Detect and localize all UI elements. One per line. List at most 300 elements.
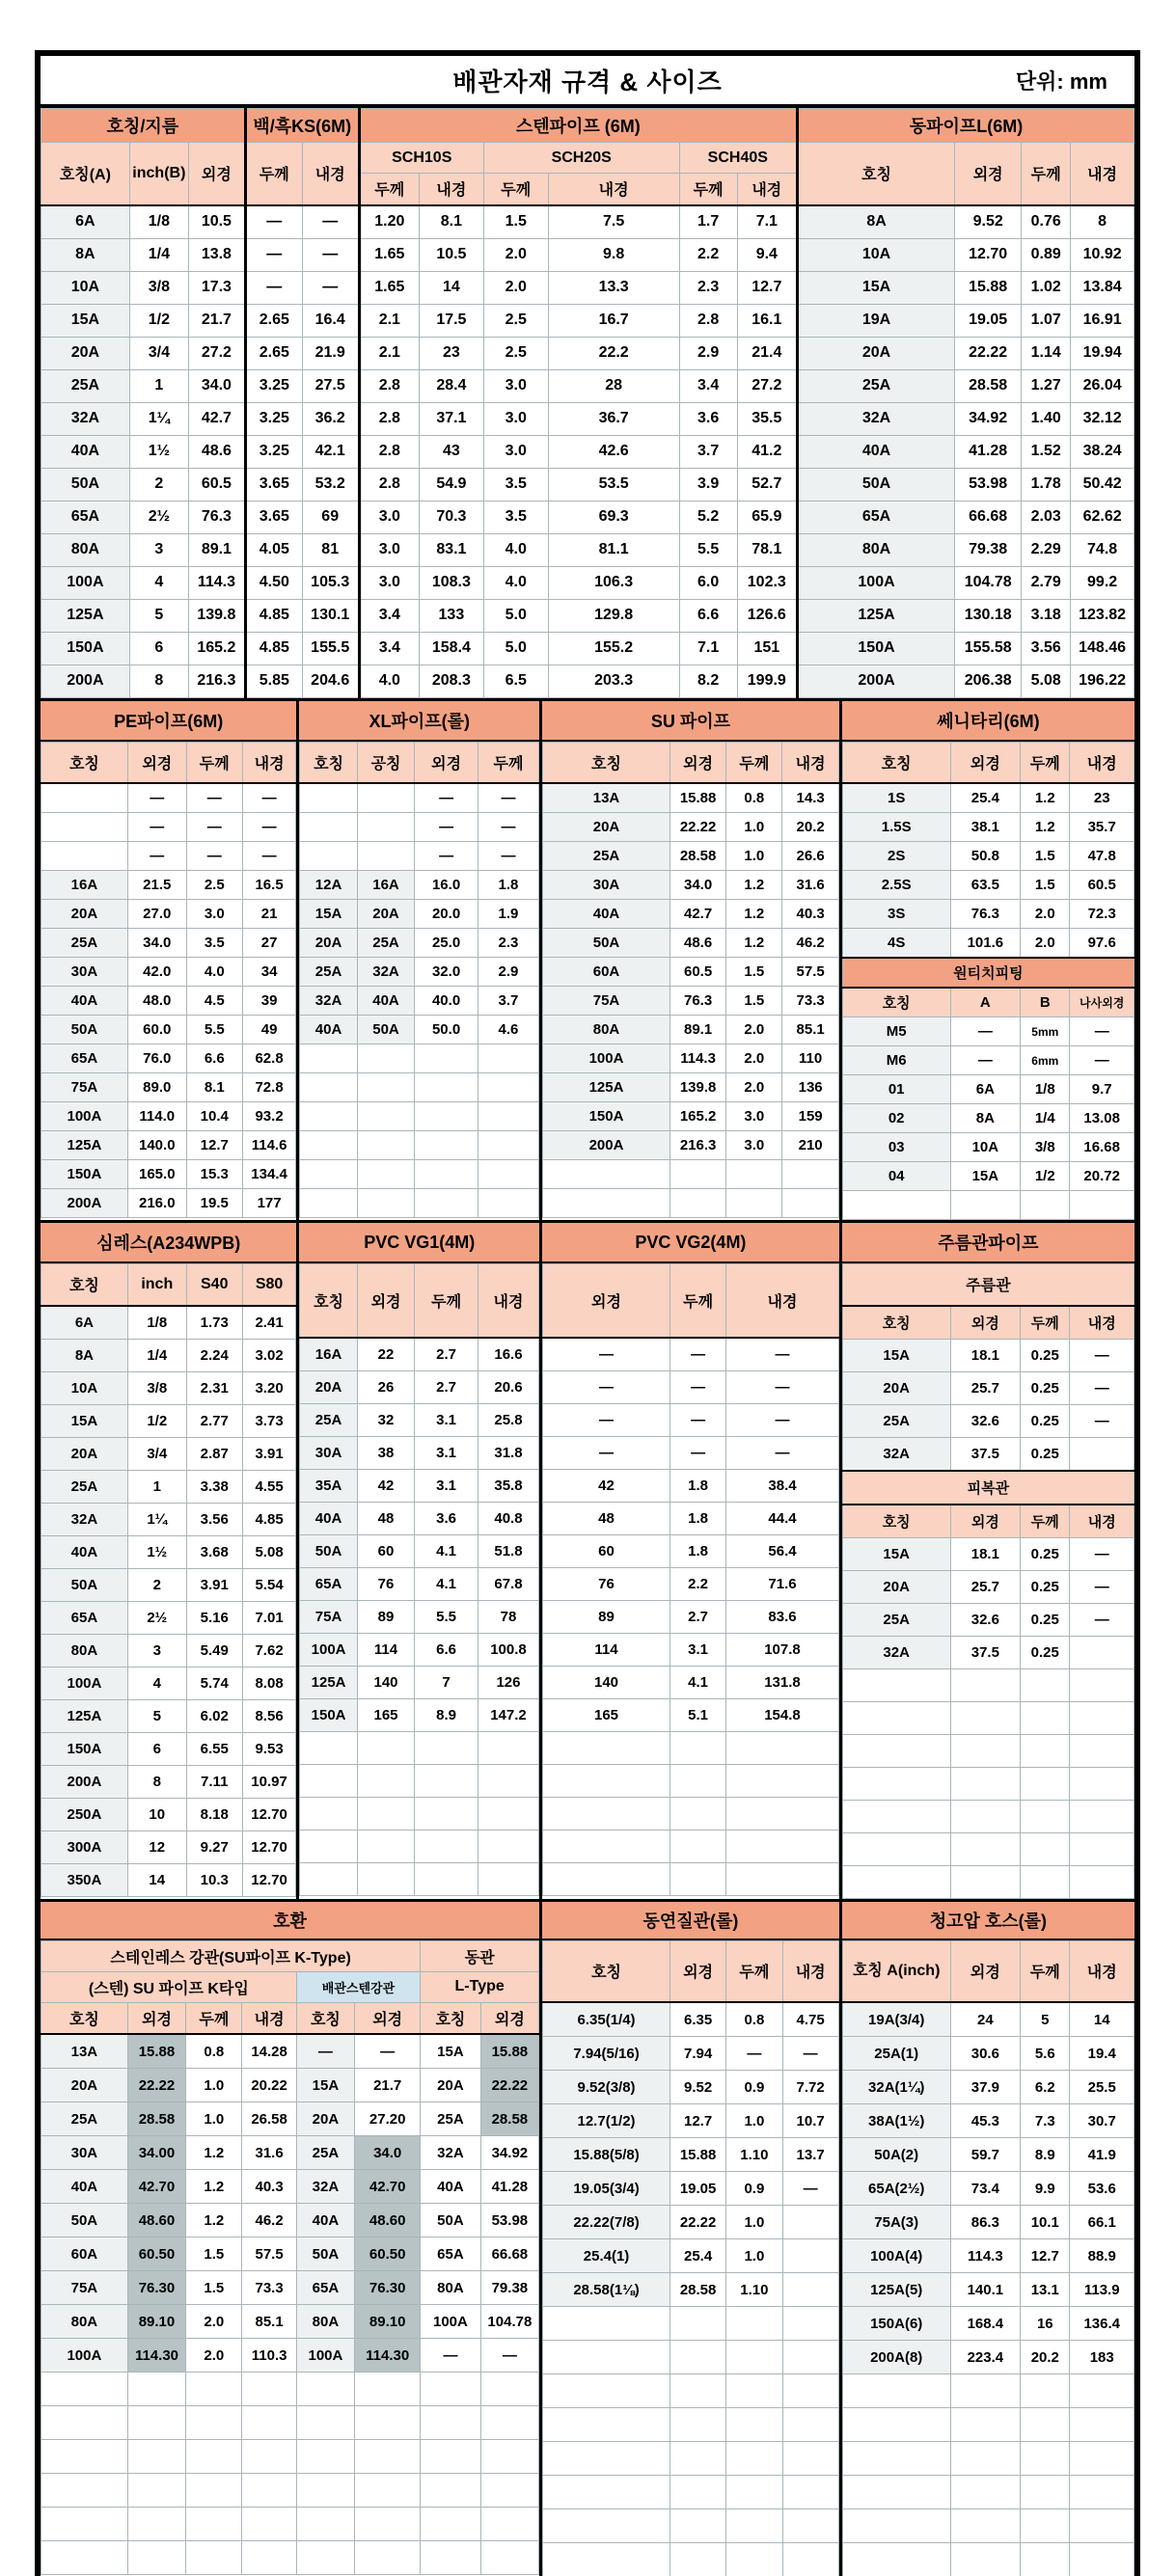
compat-sub-ltype: L-Type (421, 1971, 539, 2002)
cell: 15.88 (480, 2034, 538, 2069)
col-sch20s: SCH20S (483, 143, 679, 174)
cell: 40A (41, 2170, 128, 2204)
cell: 50A(2) (842, 2138, 950, 2172)
cell (726, 2307, 782, 2341)
cell: 130.18 (955, 599, 1022, 632)
cell: 1.02 (1022, 271, 1071, 304)
table-row (842, 2172, 1134, 2206)
cell: 80A (797, 533, 954, 566)
table-row (842, 1537, 1134, 1570)
table-row (300, 1731, 539, 1764)
cell: 2.1 (359, 304, 419, 337)
pvc-vg2-title: PVC VG2(4M) (542, 1223, 839, 1263)
cell: 139.8 (188, 599, 245, 632)
cell: 2.8 (359, 369, 419, 402)
cell: 70.3 (419, 501, 483, 533)
table-row (842, 1668, 1134, 1701)
cell: 66.1 (1070, 2206, 1134, 2239)
cell (950, 1191, 1021, 1220)
cell: 22.22 (669, 2206, 725, 2239)
cell: 150A (797, 632, 954, 664)
cell: 15.88 (127, 2034, 185, 2069)
table-row (41, 2034, 539, 2069)
cell: 8A (41, 1339, 128, 1371)
cell (421, 2508, 480, 2541)
cell: 22 (357, 1338, 414, 1371)
table-row (300, 842, 539, 871)
table-row (41, 1044, 296, 1073)
cell: 2.0 (726, 1016, 782, 1044)
cell: 1.78 (1022, 468, 1071, 501)
cell: 25A (357, 929, 414, 958)
cell: 1.5 (726, 987, 782, 1016)
cell: 86.3 (950, 2206, 1021, 2239)
table-row (41, 501, 1134, 533)
cell: 3.18 (1022, 599, 1071, 632)
cell: 21 (242, 900, 296, 929)
xl-pipe-title: XL파이프(롤) (299, 701, 539, 742)
cell: — (1070, 1017, 1134, 1046)
cell: 76.0 (127, 1044, 186, 1073)
cell: 2.79 (1022, 566, 1071, 599)
cell (355, 2406, 421, 2440)
cell: 13.08 (1070, 1104, 1134, 1133)
cell: — (302, 205, 359, 239)
cell: 3.1 (669, 1633, 725, 1666)
cell: 130.1 (302, 599, 359, 632)
cell (543, 1189, 670, 1218)
cell: 32.0 (415, 958, 478, 987)
ho-col-hoching: 호칭 (41, 2002, 128, 2034)
xl-col-thick: 두께 (478, 742, 538, 783)
cell: 32.12 (1071, 402, 1134, 435)
cell: 3.6 (679, 402, 737, 435)
hose-block (839, 1902, 1134, 2576)
cell: 2.65 (245, 304, 302, 337)
cell: 1/2 (1021, 1162, 1070, 1191)
cell (726, 1797, 839, 1830)
cell (357, 1862, 414, 1895)
cell: 200A (543, 1131, 670, 1160)
cell: 75A (41, 2271, 128, 2305)
table-row (543, 2442, 839, 2476)
cell: 42.0 (127, 958, 186, 987)
cell: 6.6 (679, 599, 737, 632)
sani-col-od: 외경 (950, 742, 1021, 783)
cell: 183 (1070, 2341, 1134, 2374)
cell (415, 1764, 478, 1797)
cell (478, 1073, 538, 1102)
cell: 4.55 (242, 1470, 296, 1503)
sani-col-thick: 두께 (1021, 742, 1070, 783)
table-row (41, 987, 296, 1016)
cell: 1.07 (1022, 304, 1071, 337)
table-row (41, 1102, 296, 1131)
seam-col-s80: S80 (242, 1264, 296, 1306)
cell: 37.5 (950, 1636, 1021, 1668)
cell (421, 2406, 480, 2440)
table-row (41, 1131, 296, 1160)
cell (726, 2543, 782, 2576)
cell: 2½ (129, 501, 188, 533)
cell (1021, 2476, 1070, 2509)
cell: 5 (127, 1699, 186, 1732)
cell (1070, 2509, 1134, 2543)
cell: 73.3 (782, 987, 838, 1016)
cell: 6.5 (483, 664, 548, 697)
cell: 80A (543, 1016, 670, 1044)
table-row (41, 2541, 539, 2575)
cell: 28.58 (669, 2273, 725, 2307)
cell (950, 1800, 1021, 1832)
cell (1070, 1437, 1134, 1471)
cell: 3.25 (245, 435, 302, 468)
table-row (543, 2543, 839, 2576)
cell (1070, 1800, 1134, 1832)
cell: 26 (357, 1370, 414, 1403)
cell: 60.0 (127, 1016, 186, 1044)
cell: 17.5 (419, 304, 483, 337)
pvc-vg1-title: PVC VG1(4M) (299, 1223, 539, 1263)
cell: 21.9 (302, 337, 359, 369)
cell (950, 1832, 1021, 1865)
cell: 26.6 (782, 842, 838, 871)
corrugated-body (842, 1306, 1134, 1899)
cell: 9.53 (242, 1732, 296, 1765)
table-row (300, 1567, 539, 1600)
cell: 19.05 (669, 2172, 725, 2206)
cell: 100A (421, 2305, 480, 2339)
cell: 7.1 (679, 632, 737, 664)
cell: 2.0 (1021, 900, 1070, 929)
cell: 1/8 (127, 1306, 186, 1340)
table-row (842, 1046, 1134, 1075)
cell (543, 2374, 670, 2408)
table-row (842, 2408, 1134, 2442)
table-row (842, 2442, 1134, 2476)
cell: 3.0 (359, 566, 419, 599)
cell: 2.0 (726, 1073, 782, 1102)
cell: 19.05(3/4) (543, 2172, 670, 2206)
table-row (41, 2440, 539, 2474)
cell (669, 2442, 725, 2476)
cell: 125A(5) (842, 2273, 950, 2307)
cell: 0.25 (1021, 1371, 1070, 1404)
cell: 28.58(1⅛) (543, 2273, 670, 2307)
cell: 151 (737, 632, 797, 664)
cell (41, 842, 128, 871)
cell: 13.8 (188, 238, 245, 271)
cell (1021, 1668, 1070, 1701)
cell: 7.01 (242, 1601, 296, 1634)
cell: 5.74 (186, 1667, 242, 1699)
table-row (543, 2206, 839, 2239)
cell: 1.9 (478, 900, 538, 929)
cell: 30.6 (950, 2037, 1021, 2071)
cell: 7.11 (186, 1765, 242, 1798)
cell: 114.30 (127, 2339, 185, 2373)
cell: 5.5 (415, 1600, 478, 1633)
table-row (543, 2239, 839, 2273)
cell: 48 (543, 1502, 670, 1534)
cell: 6.2 (1021, 2071, 1070, 2104)
cell: 20.2 (782, 813, 838, 842)
cell (726, 2476, 782, 2509)
cell: 43 (419, 435, 483, 468)
cell: 2.3 (679, 271, 737, 304)
xl-body (300, 783, 539, 1218)
seam-col-inch: inch (127, 1264, 186, 1306)
cell (669, 2476, 725, 2509)
cell: 100A (41, 1667, 128, 1699)
cell (357, 813, 414, 842)
ho-col-hoching2: 호칭 (296, 2002, 354, 2034)
cell: 69.3 (548, 501, 679, 533)
cell: 50.42 (1071, 468, 1134, 501)
ho-col-id: 내경 (242, 2002, 296, 2034)
table-row (41, 2170, 539, 2204)
cell: 25A (296, 2136, 354, 2170)
cell: 49 (242, 1016, 296, 1044)
cell (669, 2341, 725, 2374)
cell: 105.3 (302, 566, 359, 599)
cell: — (415, 813, 478, 842)
table-row (300, 1436, 539, 1469)
cell: — (1070, 1046, 1134, 1075)
cell: 38.24 (1071, 435, 1134, 468)
cell: — (669, 1370, 725, 1403)
cell (300, 1073, 357, 1102)
cell (950, 2509, 1021, 2543)
table-row (543, 1160, 839, 1189)
cell: 20A (842, 1570, 950, 1603)
cell: — (543, 1436, 670, 1469)
cell: 3.38 (186, 1470, 242, 1503)
cell: 2.0 (726, 1044, 782, 1073)
cell: 42 (543, 1469, 670, 1502)
cell: 40A (296, 2204, 354, 2237)
cell: 3.4 (679, 369, 737, 402)
cell: 19.4 (1070, 2037, 1134, 2071)
cell: 5 (129, 599, 188, 632)
page-title: 배관자재 규격 & 사이즈 (452, 67, 723, 96)
cell: 20A (797, 337, 954, 369)
cell: 25A (41, 929, 128, 958)
cell: 41.9 (1070, 2138, 1134, 2172)
cell: 2.7 (415, 1370, 478, 1403)
table-row (41, 2069, 539, 2102)
table-row (842, 958, 1134, 988)
cell: 60.5 (669, 958, 725, 987)
table-row (41, 1634, 296, 1667)
cell (300, 1764, 357, 1797)
seamless-title: 심레스(A234WPB) (41, 1223, 296, 1263)
cell: 5.49 (186, 1634, 242, 1667)
table-row (41, 813, 296, 842)
cell: 80A (41, 2305, 128, 2339)
cell: 3.02 (242, 1339, 296, 1371)
cell: 40.8 (478, 1502, 538, 1534)
table-row (41, 1503, 296, 1535)
table-row (842, 1701, 1134, 1734)
cell: — (186, 813, 242, 842)
cell: 2.8 (359, 435, 419, 468)
seamless-block (41, 1223, 296, 1899)
cell: 1.8 (669, 1502, 725, 1534)
cell: 60 (357, 1534, 414, 1567)
cell (1070, 2543, 1134, 2576)
cell: 1.0 (726, 842, 782, 871)
table-row (300, 1797, 539, 1830)
col-od: 외경 (188, 143, 245, 205)
table-row (41, 1016, 296, 1044)
cell: 114 (543, 1633, 670, 1666)
col-sch40s: SCH40S (679, 143, 797, 174)
cell: M6 (842, 1046, 950, 1075)
cell (1021, 2509, 1070, 2543)
cell (782, 1160, 838, 1189)
cell: 37.1 (419, 402, 483, 435)
cell: 31.6 (242, 2136, 296, 2170)
cell: 56.4 (726, 1534, 839, 1567)
table-row (543, 2476, 839, 2509)
cell (842, 1832, 950, 1865)
cell: 150A (41, 1732, 128, 1765)
cell: 159 (782, 1102, 838, 1131)
cell: 42.70 (355, 2170, 421, 2204)
cell: 35A (300, 1469, 357, 1502)
cell: 165.0 (127, 1160, 186, 1189)
cell: 32A (842, 1636, 950, 1668)
cell: 32.6 (950, 1603, 1021, 1636)
table-row (41, 205, 1134, 239)
cell: 42 (357, 1469, 414, 1502)
table-row (300, 1370, 539, 1403)
cell: 5.08 (1022, 664, 1071, 697)
cell: 71.6 (726, 1567, 839, 1600)
cell: 32A (300, 987, 357, 1016)
cell (480, 2474, 538, 2508)
cell: 32 (357, 1403, 414, 1436)
cell: 129.8 (548, 599, 679, 632)
cell: 4.6 (478, 1016, 538, 1044)
cell (842, 1865, 950, 1898)
cell: 1 (127, 1470, 186, 1503)
cell: 46.2 (782, 929, 838, 958)
cell (300, 842, 357, 871)
table-row (41, 2339, 539, 2373)
cell: 25.8 (478, 1403, 538, 1436)
cell (782, 2408, 838, 2442)
cell: 27.2 (737, 369, 797, 402)
cell: 1.65 (359, 238, 419, 271)
table-row (842, 1734, 1134, 1767)
cell: 3.9 (679, 468, 737, 501)
cell: 25A (421, 2102, 480, 2136)
cu-col-hoching: 호칭 (543, 1940, 670, 2002)
cell: 14.28 (242, 2034, 296, 2069)
cell: 25.5 (1070, 2071, 1134, 2104)
cell: 10.4 (186, 1102, 242, 1131)
table-row (842, 813, 1134, 842)
cell (421, 2440, 480, 2474)
cell (782, 2307, 838, 2341)
cell: 6.6 (415, 1633, 478, 1666)
cell: 3.5 (186, 929, 242, 958)
column-header: 내경 (1070, 1505, 1134, 1538)
cell: 34 (242, 958, 296, 987)
cell: 4.0 (359, 664, 419, 697)
cell (1070, 2476, 1134, 2509)
cell: 206.38 (955, 664, 1022, 697)
cell: 3/8 (127, 1371, 186, 1404)
cell: 22.22 (480, 2069, 538, 2102)
cell (842, 2442, 950, 2476)
cell: 3.0 (359, 533, 419, 566)
cell: 75A (300, 1600, 357, 1633)
table-row (842, 1075, 1134, 1104)
cell: 1.2 (186, 2136, 242, 2170)
cell (355, 2373, 421, 2406)
su-col-od: 외경 (669, 742, 725, 783)
table-row (842, 1437, 1134, 1471)
cell: 0.25 (1021, 1339, 1070, 1371)
cell: 150A (300, 1698, 357, 1731)
cell (543, 2341, 670, 2374)
table-row (543, 1797, 839, 1830)
cell: — (1070, 1570, 1134, 1603)
cell: 65A(2½) (842, 2172, 950, 2206)
cell (127, 2440, 185, 2474)
table-row (41, 1798, 296, 1830)
cell: 2.5 (186, 871, 242, 900)
cell (357, 1102, 414, 1131)
column-header: 호칭 (842, 988, 950, 1017)
cell: 30A (41, 2136, 128, 2170)
cell: — (726, 1338, 839, 1371)
cell: 2.5S (842, 871, 950, 900)
cell: 38.4 (726, 1469, 839, 1502)
cell: 114.6 (242, 1131, 296, 1160)
cell (543, 2307, 670, 2341)
cell: 7.72 (782, 2071, 838, 2104)
cell: 2 (129, 468, 188, 501)
group-diameter: 호칭/지름 (41, 109, 246, 143)
cell (242, 2541, 296, 2575)
cell: 2.3 (478, 929, 538, 958)
cell: 37.9 (950, 2071, 1021, 2104)
cell: 155.58 (955, 632, 1022, 664)
cell: 50A (421, 2204, 480, 2237)
cell: 4.85 (242, 1503, 296, 1535)
cell: 30A (543, 871, 670, 900)
cell: 8.2 (679, 664, 737, 697)
cell: 76 (357, 1567, 414, 1600)
cell (950, 2476, 1021, 2509)
cell (842, 1800, 950, 1832)
cell: 40.3 (242, 2170, 296, 2204)
cell: 125A (41, 599, 130, 632)
cell (41, 2474, 128, 2508)
cell: 3.4 (359, 599, 419, 632)
cell: 81.1 (548, 533, 679, 566)
cell: 20.6 (478, 1370, 538, 1403)
cell: 15.88 (955, 271, 1022, 304)
cell: 3.7 (478, 987, 538, 1016)
table-row (842, 1162, 1134, 1191)
cell: 5.08 (242, 1535, 296, 1568)
cell: 3.1 (415, 1403, 478, 1436)
